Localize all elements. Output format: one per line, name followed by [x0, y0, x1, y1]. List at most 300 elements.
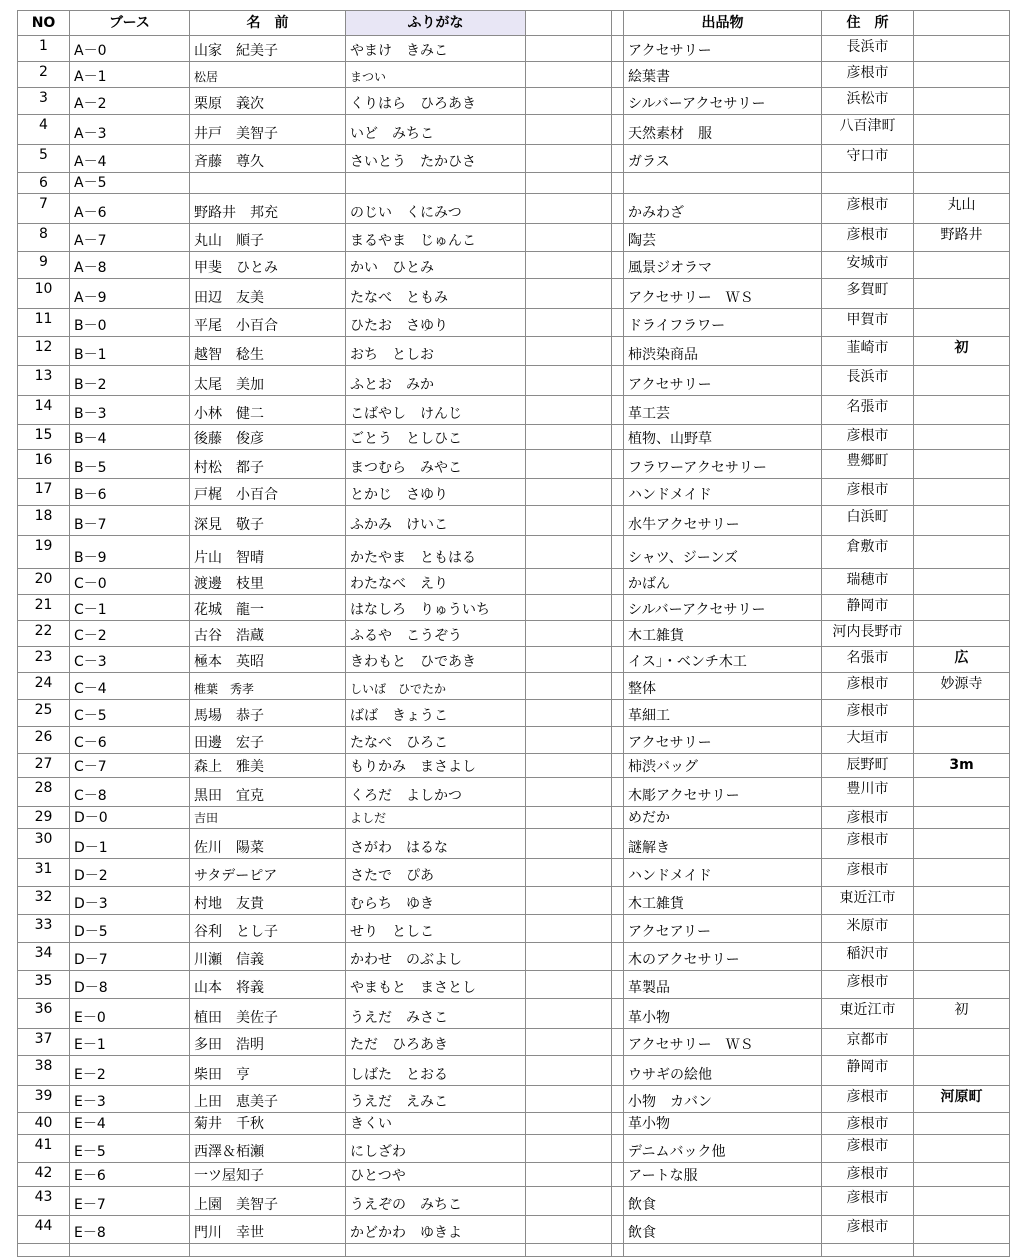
booth-cell: A－6	[70, 194, 190, 224]
item-cell: 謎解き	[624, 829, 822, 859]
name-cell: 一ツ屋知子	[190, 1163, 346, 1187]
booth-cell: C－6	[70, 727, 190, 754]
name-cell	[190, 1244, 346, 1257]
note-cell: 初	[914, 337, 1010, 366]
booth-cell: C－5	[70, 700, 190, 727]
row-no: 19	[18, 536, 70, 569]
blank-cell	[526, 224, 612, 252]
note-cell	[914, 943, 1010, 971]
table-row	[18, 595, 1010, 621]
table-row	[18, 88, 1010, 115]
gap-cell	[612, 145, 624, 173]
gap-cell	[612, 778, 624, 807]
booth-cell: B－3	[70, 396, 190, 425]
name-cell: 馬場 恭子	[190, 700, 346, 727]
item-cell: ウサギの絵他	[624, 1056, 822, 1086]
booth-cell: C－4	[70, 673, 190, 700]
address-cell: 静岡市	[822, 595, 914, 621]
kana-cell: とかじ さゆり	[346, 479, 526, 506]
row-no: 31	[18, 859, 70, 887]
item-cell: 水牛アクセサリー	[624, 506, 822, 536]
booth-cell: A－0	[70, 36, 190, 62]
blank-cell	[526, 145, 612, 173]
row-no: 36	[18, 999, 70, 1029]
kana-cell: ふかみ けいこ	[346, 506, 526, 536]
booth-cell: B－2	[70, 366, 190, 396]
table-row	[18, 536, 1010, 569]
item-cell: ハンドメイド	[624, 859, 822, 887]
row-no: 44	[18, 1216, 70, 1244]
item-cell: 木工雑貨	[624, 621, 822, 647]
item-cell: アクセサリー ＷＳ	[624, 279, 822, 309]
header-kana: ふりがな	[346, 11, 526, 36]
table-row	[18, 396, 1010, 425]
item-cell: めだか	[624, 807, 822, 829]
blank-cell	[526, 506, 612, 536]
table-row	[18, 506, 1010, 536]
item-cell: ハンドメイド	[624, 479, 822, 506]
item-cell: ガラス	[624, 145, 822, 173]
blank-cell	[526, 943, 612, 971]
address-cell: 甲賀市	[822, 309, 914, 337]
table-row	[18, 859, 1010, 887]
table-row	[18, 1086, 1010, 1113]
booth-cell: B－0	[70, 309, 190, 337]
table-row	[18, 727, 1010, 754]
kana-cell: うえだ みさこ	[346, 999, 526, 1029]
table-row	[18, 943, 1010, 971]
blank-cell	[526, 673, 612, 700]
table-row	[18, 279, 1010, 309]
header-gap	[612, 11, 624, 36]
name-cell: 深見 敬子	[190, 506, 346, 536]
gap-cell	[612, 829, 624, 859]
kana-cell: かい ひとみ	[346, 252, 526, 279]
blank-cell	[526, 915, 612, 943]
note-cell	[914, 971, 1010, 999]
note-cell	[914, 1216, 1010, 1244]
item-cell	[624, 173, 822, 194]
address-cell: 長浜市	[822, 366, 914, 396]
kana-cell: やまもと まさとし	[346, 971, 526, 999]
row-no	[18, 1244, 70, 1257]
booth-cell: E－4	[70, 1113, 190, 1135]
kana-cell: いど みちこ	[346, 115, 526, 145]
item-cell: アクセサリー	[624, 366, 822, 396]
address-cell: 彦根市	[822, 479, 914, 506]
note-cell	[914, 173, 1010, 194]
address-cell: 豊郷町	[822, 450, 914, 479]
blank-cell	[526, 859, 612, 887]
blank-cell	[526, 88, 612, 115]
table-row	[18, 829, 1010, 859]
table-row	[18, 115, 1010, 145]
table-row	[18, 425, 1010, 450]
table-row	[18, 807, 1010, 829]
gap-cell	[612, 36, 624, 62]
blank-cell	[526, 1187, 612, 1216]
table-row	[18, 309, 1010, 337]
blank-cell	[526, 36, 612, 62]
table-row	[18, 252, 1010, 279]
booth-cell: E－1	[70, 1029, 190, 1056]
item-cell: イス」・ベンチ木工	[624, 647, 822, 673]
gap-cell	[612, 859, 624, 887]
header-booth: ブース	[70, 11, 190, 36]
kana-cell: うえだ えみこ	[346, 1086, 526, 1113]
item-cell: 革小物	[624, 1113, 822, 1135]
table-row	[18, 1056, 1010, 1086]
note-cell	[914, 396, 1010, 425]
gap-cell	[612, 309, 624, 337]
note-cell	[914, 145, 1010, 173]
note-cell	[914, 1244, 1010, 1257]
row-no: 18	[18, 506, 70, 536]
item-cell: 革小物	[624, 999, 822, 1029]
row-no: 5	[18, 145, 70, 173]
name-cell: 田邊 宏子	[190, 727, 346, 754]
name-cell: 古谷 浩蔵	[190, 621, 346, 647]
row-no: 1	[18, 36, 70, 62]
item-cell: ドライフラワー	[624, 309, 822, 337]
note-cell: 野路井	[914, 224, 1010, 252]
gap-cell	[612, 115, 624, 145]
gap-cell	[612, 279, 624, 309]
item-cell: 木工雑貨	[624, 887, 822, 915]
name-cell: 柴田 亨	[190, 1056, 346, 1086]
note-cell	[914, 115, 1010, 145]
gap-cell	[612, 673, 624, 700]
booth-cell: C－3	[70, 647, 190, 673]
booth-cell: C－2	[70, 621, 190, 647]
note-cell	[914, 1187, 1010, 1216]
address-cell: 豊川市	[822, 778, 914, 807]
address-cell: 辰野町	[822, 754, 914, 778]
table-row	[18, 1135, 1010, 1163]
blank-cell	[526, 309, 612, 337]
blank-cell	[526, 62, 612, 88]
kana-cell: きわもと ひであき	[346, 647, 526, 673]
gap-cell	[612, 479, 624, 506]
name-cell: 西澤＆栢瀬	[190, 1135, 346, 1163]
note-cell: 丸山	[914, 194, 1010, 224]
table-row	[18, 569, 1010, 595]
item-cell: シャツ、ジーンズ	[624, 536, 822, 569]
table-row	[18, 754, 1010, 778]
row-no: 34	[18, 943, 70, 971]
gap-cell	[612, 1029, 624, 1056]
gap-cell	[612, 224, 624, 252]
blank-cell	[526, 999, 612, 1029]
note-cell	[914, 778, 1010, 807]
blank-cell	[526, 700, 612, 727]
booth-cell: A－4	[70, 145, 190, 173]
table-row	[18, 971, 1010, 999]
gap-cell	[612, 700, 624, 727]
item-cell: アクセサリー	[624, 36, 822, 62]
blank-cell	[526, 1135, 612, 1163]
blank-cell	[526, 1056, 612, 1086]
address-cell: 名張市	[822, 396, 914, 425]
blank-cell	[526, 425, 612, 450]
address-cell: 瑞穂市	[822, 569, 914, 595]
name-cell: 花城 龍一	[190, 595, 346, 621]
blank-cell	[526, 754, 612, 778]
kana-cell: かたやま ともはる	[346, 536, 526, 569]
name-cell: 極本 英昭	[190, 647, 346, 673]
name-cell: 多田 浩明	[190, 1029, 346, 1056]
item-cell: アクセサリー	[624, 727, 822, 754]
gap-cell	[612, 252, 624, 279]
kana-cell: ばば きょうこ	[346, 700, 526, 727]
row-no: 17	[18, 479, 70, 506]
row-no: 35	[18, 971, 70, 999]
kana-cell: ひとつや	[346, 1163, 526, 1187]
item-cell: アクセサリー ＷＳ	[624, 1029, 822, 1056]
note-cell	[914, 1029, 1010, 1056]
name-cell: 森上 雅美	[190, 754, 346, 778]
row-no: 2	[18, 62, 70, 88]
booth-cell: E－2	[70, 1056, 190, 1086]
name-cell: 上園 美智子	[190, 1187, 346, 1216]
item-cell: 革製品	[624, 971, 822, 999]
address-cell: 彦根市	[822, 829, 914, 859]
table-row	[18, 1029, 1010, 1056]
kana-cell: かどかわ ゆきよ	[346, 1216, 526, 1244]
row-no: 12	[18, 337, 70, 366]
name-cell: 後藤 俊彦	[190, 425, 346, 450]
blank-cell	[526, 1113, 612, 1135]
table-row	[18, 778, 1010, 807]
name-cell: 村松 都子	[190, 450, 346, 479]
gap-cell	[612, 1187, 624, 1216]
address-cell: 彦根市	[822, 971, 914, 999]
blank-cell	[526, 647, 612, 673]
item-cell: 陶芸	[624, 224, 822, 252]
item-cell: 風景ジオラマ	[624, 252, 822, 279]
gap-cell	[612, 62, 624, 88]
header-no: NO	[18, 11, 70, 36]
booth-cell: B－5	[70, 450, 190, 479]
row-no: 32	[18, 887, 70, 915]
booth-cell: A－3	[70, 115, 190, 145]
name-cell: 小林 健二	[190, 396, 346, 425]
blank-cell	[526, 569, 612, 595]
kana-cell: のじい くにみつ	[346, 194, 526, 224]
address-cell: 彦根市	[822, 859, 914, 887]
gap-cell	[612, 971, 624, 999]
booth-cell: E－6	[70, 1163, 190, 1187]
row-no: 29	[18, 807, 70, 829]
name-cell: 片山 智晴	[190, 536, 346, 569]
gap-cell	[612, 173, 624, 194]
blank-cell	[526, 971, 612, 999]
item-cell: かみわざ	[624, 194, 822, 224]
name-cell: 丸山 順子	[190, 224, 346, 252]
name-cell: 門川 幸世	[190, 1216, 346, 1244]
note-cell	[914, 859, 1010, 887]
row-no: 38	[18, 1056, 70, 1086]
kana-cell: まるやま じゅんこ	[346, 224, 526, 252]
gap-cell	[612, 1056, 624, 1086]
name-cell: 斉藤 尊久	[190, 145, 346, 173]
row-no: 26	[18, 727, 70, 754]
kana-cell: むらち ゆき	[346, 887, 526, 915]
booth-cell: C－8	[70, 778, 190, 807]
booth-cell: B－7	[70, 506, 190, 536]
booth-cell: D－0	[70, 807, 190, 829]
address-cell: 八百津町	[822, 115, 914, 145]
table-row	[18, 366, 1010, 396]
name-cell: 椎葉 秀孝	[190, 673, 346, 700]
row-no: 13	[18, 366, 70, 396]
note-cell	[914, 915, 1010, 943]
blank-cell	[526, 194, 612, 224]
kana-cell: くろだ よしかつ	[346, 778, 526, 807]
address-cell: 白浜町	[822, 506, 914, 536]
booth-cell: A－7	[70, 224, 190, 252]
row-no: 41	[18, 1135, 70, 1163]
item-cell: 革細工	[624, 700, 822, 727]
gap-cell	[612, 621, 624, 647]
booth-cell: E－0	[70, 999, 190, 1029]
address-cell: 東近江市	[822, 999, 914, 1029]
address-cell: 彦根市	[822, 194, 914, 224]
item-cell: シルバーアクセサリー	[624, 595, 822, 621]
blank-cell	[526, 337, 612, 366]
name-cell: 川瀬 信義	[190, 943, 346, 971]
blank-cell	[526, 396, 612, 425]
table-row	[18, 224, 1010, 252]
table-row	[18, 479, 1010, 506]
item-cell: 小物 カバン	[624, 1086, 822, 1113]
note-cell	[914, 366, 1010, 396]
item-cell: 天然素材 服	[624, 115, 822, 145]
name-cell: 谷利 とし子	[190, 915, 346, 943]
note-cell: 初	[914, 999, 1010, 1029]
header-addr: 住 所	[822, 11, 914, 36]
table-row	[18, 1216, 1010, 1244]
item-cell	[624, 1244, 822, 1257]
row-no: 39	[18, 1086, 70, 1113]
gap-cell	[612, 506, 624, 536]
booth-cell: D－8	[70, 971, 190, 999]
kana-cell: まつい	[346, 62, 526, 88]
address-cell: 河内長野市	[822, 621, 914, 647]
booth-cell: B－9	[70, 536, 190, 569]
blank-cell	[526, 778, 612, 807]
address-cell: 浜松市	[822, 88, 914, 115]
gap-cell	[612, 396, 624, 425]
name-cell: 平尾 小百合	[190, 309, 346, 337]
row-no: 9	[18, 252, 70, 279]
header-name: 名 前	[190, 11, 346, 36]
kana-cell: ごとう としひこ	[346, 425, 526, 450]
gap-cell	[612, 887, 624, 915]
row-no: 15	[18, 425, 70, 450]
kana-cell: たなべ ともみ	[346, 279, 526, 309]
name-cell: 植田 美佐子	[190, 999, 346, 1029]
blank-cell	[526, 807, 612, 829]
table-row	[18, 1113, 1010, 1135]
row-no: 3	[18, 88, 70, 115]
name-cell: 栗原 義次	[190, 88, 346, 115]
address-cell: 彦根市	[822, 224, 914, 252]
blank-cell	[526, 1163, 612, 1187]
name-cell: 菊井 千秋	[190, 1113, 346, 1135]
row-no: 42	[18, 1163, 70, 1187]
gap-cell	[612, 1135, 624, 1163]
kana-cell: さいとう たかひさ	[346, 145, 526, 173]
gap-cell	[612, 807, 624, 829]
name-cell: 吉田	[190, 807, 346, 829]
table-row	[18, 1163, 1010, 1187]
name-cell: 村地 友貴	[190, 887, 346, 915]
note-cell	[914, 569, 1010, 595]
row-no: 23	[18, 647, 70, 673]
row-no: 11	[18, 309, 70, 337]
gap-cell	[612, 194, 624, 224]
row-no: 43	[18, 1187, 70, 1216]
item-cell: フラワーアクセサリー	[624, 450, 822, 479]
blank-cell	[526, 1086, 612, 1113]
kana-cell: ふとお みか	[346, 366, 526, 396]
kana-cell: しばた とおる	[346, 1056, 526, 1086]
kana-cell	[346, 1244, 526, 1257]
row-no: 25	[18, 700, 70, 727]
gap-cell	[612, 943, 624, 971]
address-cell: 彦根市	[822, 425, 914, 450]
blank-cell	[526, 829, 612, 859]
item-cell: 絵葉書	[624, 62, 822, 88]
item-cell: 木彫アクセサリー	[624, 778, 822, 807]
note-cell	[914, 425, 1010, 450]
item-cell: 飲食	[624, 1187, 822, 1216]
booth-cell: D－5	[70, 915, 190, 943]
note-cell	[914, 727, 1010, 754]
item-cell: アートな服	[624, 1163, 822, 1187]
note-cell	[914, 506, 1010, 536]
kana-cell: よしだ	[346, 807, 526, 829]
note-cell	[914, 1135, 1010, 1163]
table-row	[18, 647, 1010, 673]
kana-cell: しいば ひでたか	[346, 673, 526, 700]
name-cell: 黒田 宜克	[190, 778, 346, 807]
kana-cell: こばやし けんじ	[346, 396, 526, 425]
booth-cell: B－4	[70, 425, 190, 450]
note-cell	[914, 621, 1010, 647]
gap-cell	[612, 754, 624, 778]
kana-cell: はなしろ りゅういち	[346, 595, 526, 621]
kana-cell: きくい	[346, 1113, 526, 1135]
booth-cell: D－3	[70, 887, 190, 915]
kana-cell: おち としお	[346, 337, 526, 366]
item-cell: アクセアリー	[624, 915, 822, 943]
table-row	[18, 700, 1010, 727]
gap-cell	[612, 915, 624, 943]
gap-cell	[612, 425, 624, 450]
row-no: 22	[18, 621, 70, 647]
blank-cell	[526, 450, 612, 479]
name-cell: 戸梶 小百合	[190, 479, 346, 506]
table-row	[18, 915, 1010, 943]
gap-cell	[612, 366, 624, 396]
kana-cell: やまけ きみこ	[346, 36, 526, 62]
table-row	[18, 1187, 1010, 1216]
note-cell	[914, 595, 1010, 621]
row-no: 16	[18, 450, 70, 479]
row-no: 40	[18, 1113, 70, 1135]
